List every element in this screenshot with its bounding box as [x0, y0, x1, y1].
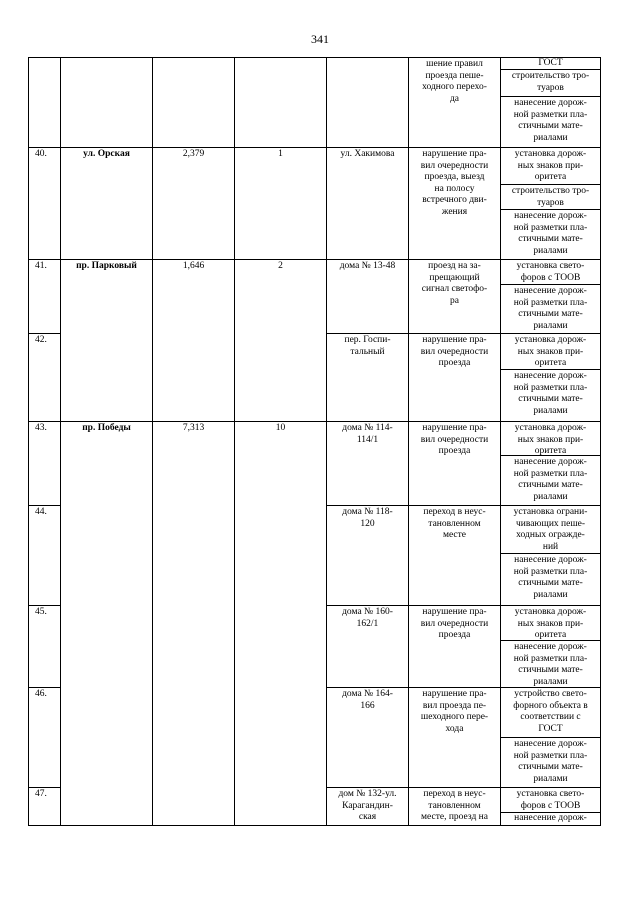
row-divider: [28, 333, 60, 334]
table-border-right: [600, 57, 601, 826]
violation-cell: проезд на за- прещающий сигнал светофо- ра: [421, 261, 488, 306]
row-divider: [326, 787, 601, 788]
row-number: 43.: [35, 423, 47, 433]
measure-cell: ГОСТ: [538, 58, 563, 68]
measure-cell: нанесение дорож- ной разметки пла- стичными мате- риалами: [513, 739, 588, 784]
row-divider: [28, 787, 60, 788]
road-safety-table: [28, 57, 601, 826]
street-name: пр. Парковый: [76, 261, 137, 271]
location-cell: дома № 160- 162/1: [342, 607, 393, 629]
incident-count: 10: [275, 423, 286, 433]
row-divider: [28, 505, 60, 506]
row-divider: [28, 421, 601, 422]
column-divider: [234, 57, 235, 826]
table-border-left: [28, 57, 29, 826]
row-divider: [28, 605, 60, 606]
measure-cell: нанесение дорож- ной разметки пла- стичными мате- риалами: [513, 211, 588, 256]
measure-cell: строительство тро- туаров: [511, 71, 590, 93]
row-divider: [28, 687, 60, 688]
row-number: 42.: [35, 335, 47, 345]
measure-cell: установка дорож- ных знаков при- оритета: [514, 335, 587, 369]
location-cell: пер. Госпи- тальный: [344, 335, 391, 357]
row-number: 47.: [35, 789, 47, 799]
table-border-bottom: [28, 825, 601, 826]
street-length: 2,379: [182, 149, 205, 159]
row-divider: [326, 505, 601, 506]
street-name: ул. Орская: [83, 149, 130, 159]
violation-cell: нарушение пра- вил очередности проезда: [420, 335, 489, 369]
measure-cell: нанесение дорож- ной разметки пла- стичными мате- риалами: [513, 642, 588, 687]
street-length: 7,313: [182, 423, 205, 433]
street-name: пр. Победы: [82, 423, 131, 433]
page-number: 341: [311, 32, 329, 46]
violation-cell: переход в неус- тановленном месте: [423, 507, 486, 541]
violation-cell: нарушение пра- вил проезда пе- шеходного пере- хода: [420, 689, 489, 734]
measure-cell: нанесение дорож- ной разметки пла- стичными мате- риалами: [513, 555, 588, 600]
row-number: 46.: [35, 689, 47, 699]
location-cell: ул. Хакимова: [340, 149, 395, 159]
measure-divider: [500, 737, 601, 738]
measure-cell: установка дорож- ных знаков при- оритета: [514, 423, 587, 457]
measure-cell: установка дорож- ных знаков при- оритета: [514, 149, 587, 183]
location-cell: дома № 13-48: [339, 261, 396, 271]
location-cell: дома № 164- 166: [342, 689, 393, 711]
location-cell: дома № 118- 120: [342, 507, 393, 529]
location-cell: дома № 114- 114/1: [342, 423, 393, 445]
row-number: 40.: [35, 149, 47, 159]
measure-cell: нанесение дорож- ной разметки пла- стичными мате- риалами: [513, 457, 588, 502]
location-cell: дом № 132-ул. Карагандин- ская: [338, 789, 397, 823]
measure-cell: строительство тро- туаров: [511, 186, 590, 208]
incident-count: 1: [278, 149, 283, 159]
measure-cell: нанесение дорож- ной разметки пла- стичными мате- риалами: [513, 371, 588, 416]
row-number: 45.: [35, 607, 47, 617]
measure-cell: установка свето- форов с ТООВ: [516, 261, 585, 283]
measure-cell: нанесение дорож-: [514, 813, 587, 823]
measure-divider: [500, 96, 601, 97]
violation-cell: нарушение пра- вил очередности проезда: [420, 607, 489, 641]
measure-cell: устройство свето- форного объекта в соответствии с ГОСТ: [513, 689, 588, 734]
row-number: 41.: [35, 261, 47, 271]
violation-cell: шение правил проезда пеше- ходного перехо- да: [422, 59, 487, 104]
measure-cell: установка дорож- ных знаков при- оритета: [514, 607, 587, 641]
measure-cell: нанесение дорож- ной разметки пла- стичными мате- риалами: [513, 286, 588, 331]
column-divider: [152, 57, 153, 826]
street-length: 1,646: [182, 261, 205, 271]
row-divider: [326, 605, 601, 606]
violation-cell: нарушение пра- вил очередности проезда, выезд на полосу встречного дви- жения: [420, 149, 489, 217]
measure-cell: установка свето- форов с ТООВ: [516, 789, 585, 811]
incident-count: 2: [278, 261, 283, 271]
measure-divider: [500, 184, 601, 185]
violation-cell: переход в неус- тановленном месте, проезд на: [421, 789, 488, 823]
row-number: 44.: [35, 507, 47, 517]
row-divider: [28, 259, 601, 260]
violation-cell: нарушение пра- вил очередности проезда: [420, 423, 489, 457]
row-divider: [28, 147, 601, 148]
measure-cell: нанесение дорож- ной разметки пла- стичными мате- риалами: [513, 98, 588, 143]
column-divider: [60, 57, 61, 826]
measure-cell: установка ограни- чивающих пеше- ходных огражде- ний: [513, 507, 588, 552]
row-divider: [326, 333, 601, 334]
